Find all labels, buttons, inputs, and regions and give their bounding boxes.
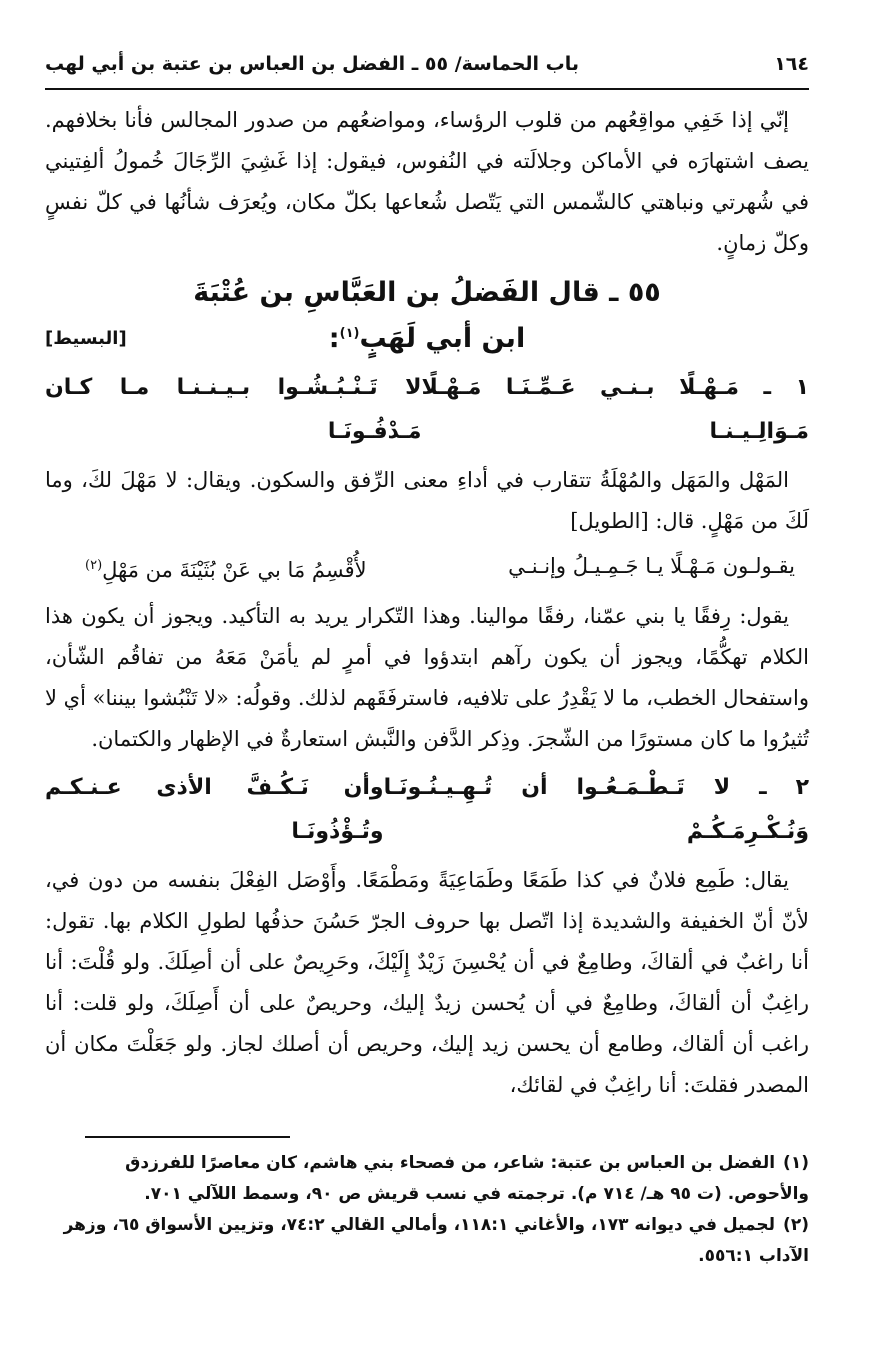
footnotes bbox=[45, 1148, 809, 1272]
cited-verse-first-hemistich: يقـولـون مَـهْـلًا يـا جَـمِـيـلُ وإنـنـي bbox=[508, 554, 795, 578]
footnote-2 bbox=[45, 1210, 809, 1272]
verse-2-first-hemistich: ٢ ـ لا تَـطْـمَـعُـوا أن تُـهِـيـنُـونَـا وَنُـكْـرِمَـكُـمْ bbox=[383, 775, 809, 844]
cited-verse-second-hemistich: لأُقْسِمُ مَا بي عَنْ بُثَيْنَةَ من مَهْلِ bbox=[102, 558, 367, 582]
page-number: ١٦٤ bbox=[774, 53, 809, 75]
commentary-1: المَهْل والمَهَل والمُهْلَةُ تتقارب في أداءِ معنى الرِّفق والسكون. ويقال: لا مَهْلَ لكَ، وما لَكَ من مَهْلٍ. قال: [الطويل] bbox=[45, 468, 809, 533]
commentary-2: يقول: رِفقًا يا بني عمّنا، رفقًا موالينا. وهذا التّكرار يريد به التأكيد. ويجوز أن يكون هذا الكلام تهكُّمًا، ويجوز أن يكون رآهم ابتدؤوا في أمرٍ لم يأمَنْ مَعَهُ من تفاقُم الشّأن، واستفحال الخطب، ما لا يَقْدِرُ على تلافيه، فاسترفَقَهم لذلك. وقولُه: «لا تَنْبُشوا بيننا» أي لا تُثيرُوا ما كان مستورًا من الشّجرَ. وذِكر الدَّفن والنَّبش استعارةٌ في الإظهار والكتمان. bbox=[45, 604, 809, 751]
main-text bbox=[45, 100, 809, 1106]
footnote-ref-1[interactable]: (١) bbox=[339, 325, 360, 341]
running-header bbox=[45, 44, 809, 84]
verse-1-second-hemistich: لا تَـنْـبُـشُـوا بـيـنـنـا مـا كـان مَـدْفُـونَـا bbox=[45, 375, 422, 444]
poet-name-end: ابن أبي لَهَبٍ bbox=[359, 322, 526, 354]
cited-verse bbox=[85, 544, 809, 592]
footnote-1 bbox=[45, 1148, 809, 1210]
running-title: باب الحماسة/ ٥٥ ـ الفضل بن العباس بن عتبة بن أبي لهب bbox=[45, 53, 580, 75]
title-colon: : bbox=[328, 322, 340, 354]
verse-2-second-hemistich: وأن نَـكُـفَّ الأذى عـنـكـم وتُـؤْذُونَـا bbox=[45, 775, 384, 844]
poem-title-continuation bbox=[329, 323, 525, 354]
poem-title-row bbox=[45, 316, 809, 360]
cited-verse-second bbox=[85, 544, 367, 592]
footnote-ref-2[interactable]: (٢) bbox=[85, 558, 103, 573]
commentary-3: يقال: طَمِع فلانٌ في كذا طَمَعًا وطَمَاعِيَةً ومَطْمَعًا. وأَوْصَل الفِعْلَ بنفسه من دون في، لأنّ أنّ الخفيفة والشديدة إذا اتّصل بها حروف الجرّ حَسُنَ حذفُها لطولِ الكلام بها. تقول: أنا راغبٌ في ألقاكَ، وطامِعٌ في أن يُحْسِنَ زَيْدٌ إِلَيْكَ، وحَرِيصٌ على أن أصِلَكَ. ولو قُلْتَ: أنا راغِبٌ أن ألقاكَ، وطامِعٌ في أن يُحسن زيدٌ إليك، وحريصٌ على أن أَصِلَكَ، ولو قلت: أنا راغب أن ألقاك، وطامع أن يحسن زيد إليك، وحريص أن أصلك لجاز. ولو جَعَلْتَ مكان أن المصدر فقلتَ: أنا راغِبٌ في لقائك، bbox=[45, 868, 809, 1097]
verse-1 bbox=[45, 366, 809, 454]
footnote-2-text: لجميل في ديوانه ١٧٣، والأغاني ١١٨:١، وأمالي القالي ٧٤:٢، وتزيين الأسواق ٦٥، وزهر الآداب ٥٥٦:١. bbox=[63, 1215, 809, 1266]
verse-1-first-hemistich: ١ ـ مَـهْـلًا بـنـي عَـمِّـنَـا مَـهْـلًا مَـوَالِـيـنـا bbox=[421, 375, 809, 444]
footnote-1-text: الفضل بن العباس بن عتبة: شاعر، من فصحاء بني هاشم، كان معاصرًا للفرزدق والأحوص. (ت ٩٥ هـ/ ٧١٤ م). ترجمته في نسب قريش ص ٩٠، وسمط اللآلي ٧٠١. bbox=[125, 1153, 809, 1204]
poem-title: ٥٥ ـ قال الفَضلُ بن العَبَّاسِ بن عُتْبَةَ bbox=[193, 277, 661, 308]
footnote-1-number: (١) bbox=[783, 1153, 809, 1173]
meter-label: [البسيط] bbox=[45, 327, 127, 349]
header-divider bbox=[45, 88, 809, 90]
footnote-divider bbox=[85, 1136, 290, 1138]
verse-2 bbox=[45, 766, 809, 854]
footnote-2-number: (٢) bbox=[783, 1215, 809, 1235]
intro-paragraph: إنّي إذا خَفِي مواقِعُهم من قلوب الرؤساء، ومواضعُهم من صدور المجالس فأنا بخلافهم. يصف اشتهارَه في الأماكن وجلالَته في النُفوس، فيقول: إذا غَشِيَ الرِّجَالَ خُمولُ ألفِتيني في شُهرتي ونباهتي كالشّمس التي يَتّصل شُعاعها بكلّ مكان، ويُعرَف شأنُها في كلّ نفسٍ وكلّ زمانٍ. bbox=[45, 108, 809, 255]
